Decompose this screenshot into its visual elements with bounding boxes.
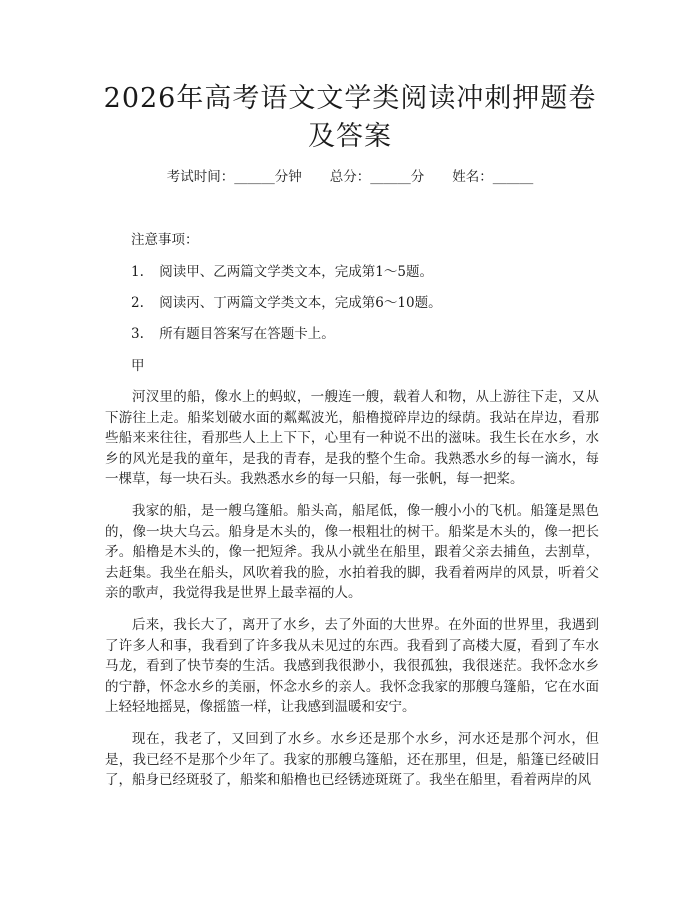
notes-heading: 注意事项： [131, 232, 199, 248]
passage-label: 甲 [131, 358, 145, 374]
name-label: 姓名： [452, 169, 493, 185]
total-score-unit: 分 [410, 169, 425, 185]
exam-info-line [0, 167, 700, 187]
note-item [131, 262, 433, 282]
note-text: 所有题目答案写在答题卡上。 [159, 326, 335, 342]
note-item [131, 324, 335, 344]
passage-paragraph: 我家的船，是一艘乌篷船。船头高，船尾低，像一艘小小的飞机。船篷是黑色的，像一块大乌云。船身是木头的，像一根粗壮的树干。船桨是木头的，像一把长矛。船橹是木头的，像一把短斧。我从小就坐在船里，跟着父亲去捕鱼，去割草，去赶集。我坐在船头，风吹着我的脸，水拍着我的脚，我看着两岸的风景，听着父亲的歌声，我觉得我是世界上最幸福的人。 [105, 502, 599, 602]
total-score-blank: ______ [370, 169, 411, 185]
note-number: 2. [131, 295, 144, 311]
note-text: 阅读丙、丁两篇文学类文本，完成第6～10题。 [159, 295, 442, 311]
exam-time-blank: ______ [234, 169, 275, 185]
exam-time-unit: 分钟 [274, 169, 302, 185]
name-blank: ______ [492, 169, 534, 185]
note-number: 1. [131, 264, 144, 280]
passage-paragraph: 现在，我老了，又回到了水乡。水乡还是那个水乡，河水还是那个河水，但是，我已经不是那个少年了。我家的那艘乌篷船，还在那里，但是，船篷已经破旧了，船身已经斑驳了，船桨和船橹也已经锈迹斑斑了。我坐在船里，看着两岸的风 [105, 730, 599, 789]
passage-body [105, 387, 599, 802]
note-number: 3. [131, 326, 144, 342]
note-item [131, 293, 442, 313]
passage-paragraph: 后来，我长大了，离开了水乡，去了外面的大世界。在外面的世界里，我遇到了许多人和事，我看到了许多我从未见过的东西。我看到了高楼大厦，看到了车水马龙，看到了快节奏的生活。我感到我很渺小，我很孤独，我很迷茫。我怀念水乡的宁静，怀念水乡的美丽，怀念水乡的亲人。我怀念我家的那艘乌篷船，它在水面上轻轻地摇晃，像摇篮一样，让我感到温暖和安宁。 [105, 616, 599, 716]
total-score-label: 总分： [329, 169, 371, 185]
note-text: 阅读甲、乙两篇文学类文本，完成第1～5题。 [159, 264, 433, 280]
passage-paragraph: 河汊里的船，像水上的蚂蚁，一艘连一艘，载着人和物，从上游往下走，又从下游往上走。船桨划破水面的粼粼波光，船橹搅碎岸边的绿荫。我站在岸边，看那些船来来往往，看那些人上上下下，心里有一种说不出的滋味。我生长在水乡，水乡的风光是我的童年，是我的青春，是我的整个生命。我熟悉水乡的每一滴水，每一棵草，每一块石头。我熟悉水乡的每一只船，每一张帆，每一把桨。 [105, 389, 599, 488]
exam-time-label: 考试时间： [166, 169, 235, 185]
document-title: 2026年高考语文文学类阅读冲刺押题卷及答案 [103, 83, 597, 152]
